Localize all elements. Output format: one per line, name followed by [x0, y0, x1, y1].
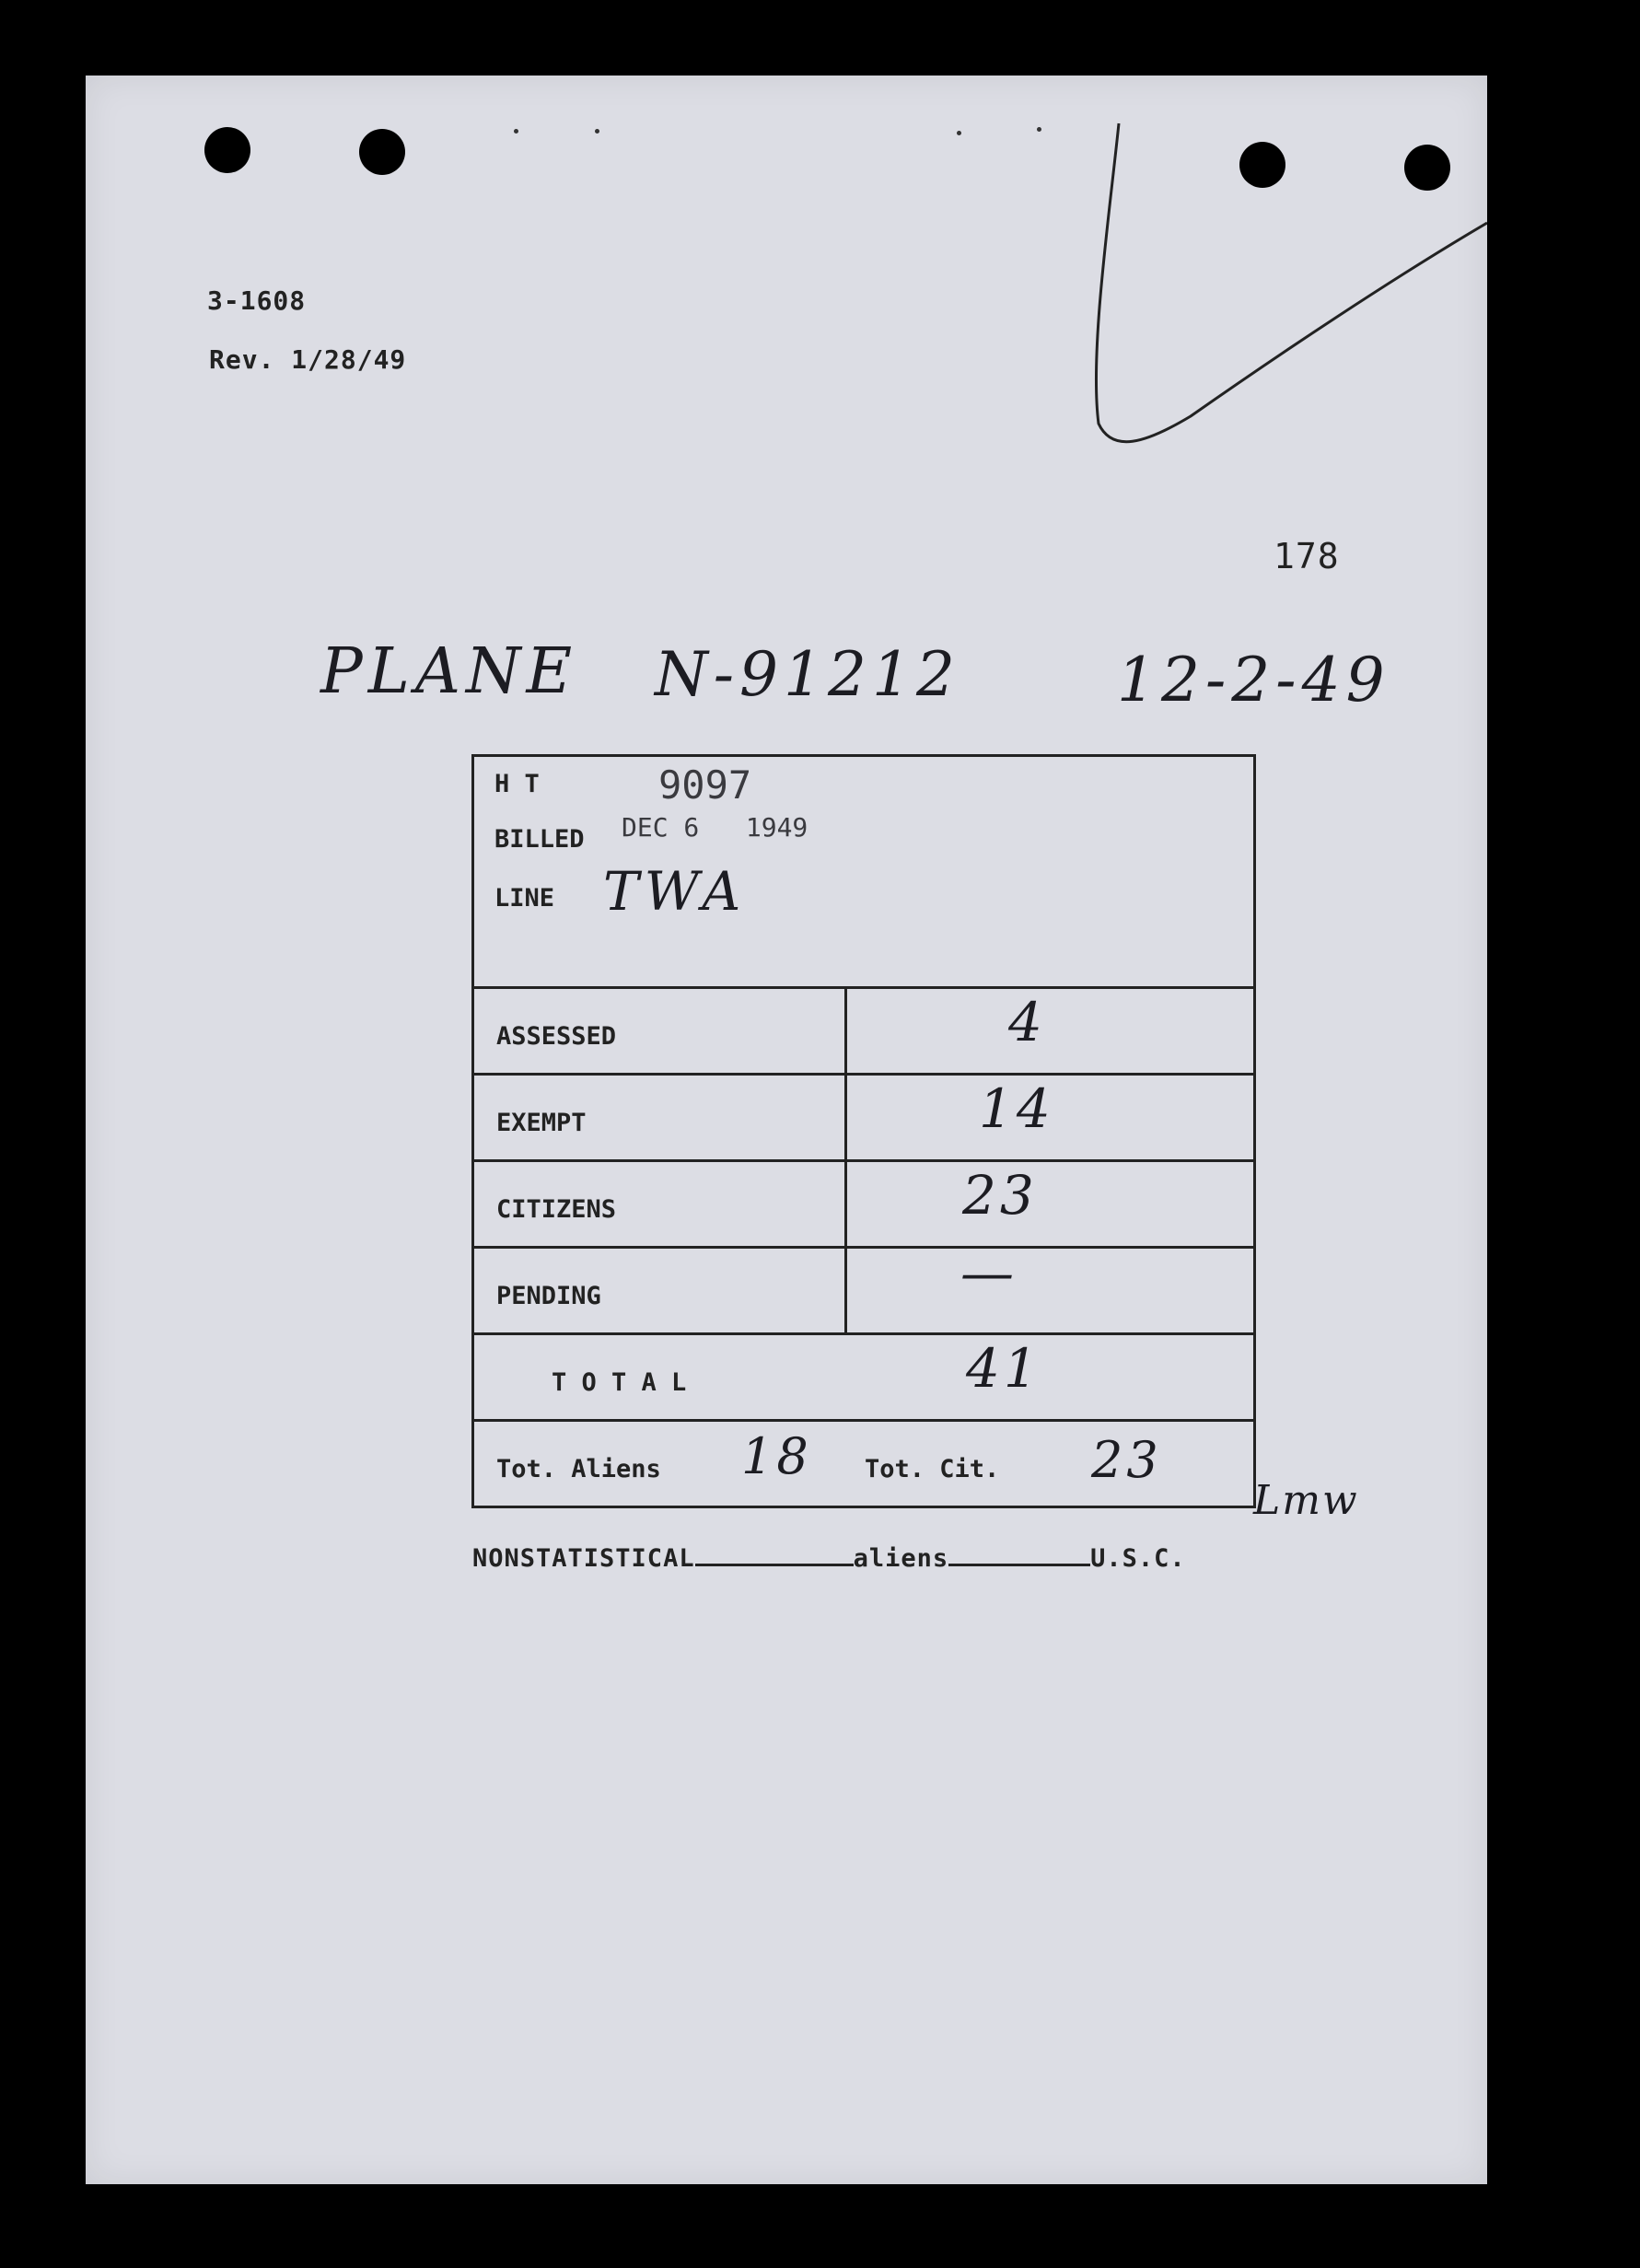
- usc-label: U.S.C.: [1090, 1544, 1186, 1573]
- nonstatistical-line: [472, 1540, 1186, 1573]
- aliens-blank: [695, 1540, 854, 1566]
- total-label: T O T A L: [552, 1368, 687, 1397]
- document-page: [86, 76, 1487, 2184]
- row-divider: [474, 1073, 1253, 1076]
- row-value-exempt: 14: [979, 1077, 1054, 1140]
- aliens-label: aliens: [853, 1544, 949, 1573]
- row-value-pending: —: [960, 1241, 1018, 1304]
- row-divider: [474, 1246, 1253, 1249]
- line-label: LINE: [494, 884, 555, 913]
- handwritten-date: 12-2-49: [1117, 645, 1390, 715]
- tally-form: [471, 754, 1256, 1508]
- plane-label: PLANE: [320, 635, 578, 708]
- page-number: 178: [1274, 536, 1340, 576]
- plane-number: N-91212: [655, 639, 961, 710]
- ht-label: H T: [494, 770, 540, 798]
- row-value-citizens: 23: [962, 1164, 1038, 1227]
- form-number: 3-1608: [207, 285, 307, 316]
- row-divider: [474, 1159, 1253, 1162]
- handwritten-initials: Lmw: [1253, 1477, 1359, 1524]
- billed-date-stamp: DEC 6 1949: [622, 812, 808, 843]
- row-label-pending: PENDING: [496, 1282, 601, 1310]
- row-divider: [474, 1419, 1253, 1422]
- line-value: TWA: [603, 860, 747, 923]
- ht-number-stamp: 9097: [658, 762, 752, 808]
- total-citizens-label: Tot. Cit.: [865, 1455, 1000, 1483]
- total-citizens-value: 23: [1091, 1431, 1162, 1489]
- billed-label: BILLED: [494, 825, 585, 854]
- row-label-citizens: CITIZENS: [496, 1195, 617, 1224]
- total-value: 41: [966, 1337, 1041, 1400]
- row-divider: [474, 986, 1253, 989]
- row-value-assessed: 4: [1008, 991, 1046, 1053]
- row-divider: [474, 1332, 1253, 1335]
- usc-blank: [948, 1540, 1090, 1566]
- row-label-exempt: EXEMPT: [496, 1109, 587, 1137]
- column-divider: [844, 986, 847, 1332]
- total-aliens-label: Tot. Aliens: [496, 1455, 661, 1483]
- row-label-assessed: ASSESSED: [496, 1022, 617, 1051]
- total-aliens-value: 18: [741, 1427, 812, 1485]
- nonstatistical-label: NONSTATISTICAL: [472, 1544, 695, 1573]
- form-revision: Rev. 1/28/49: [209, 344, 407, 375]
